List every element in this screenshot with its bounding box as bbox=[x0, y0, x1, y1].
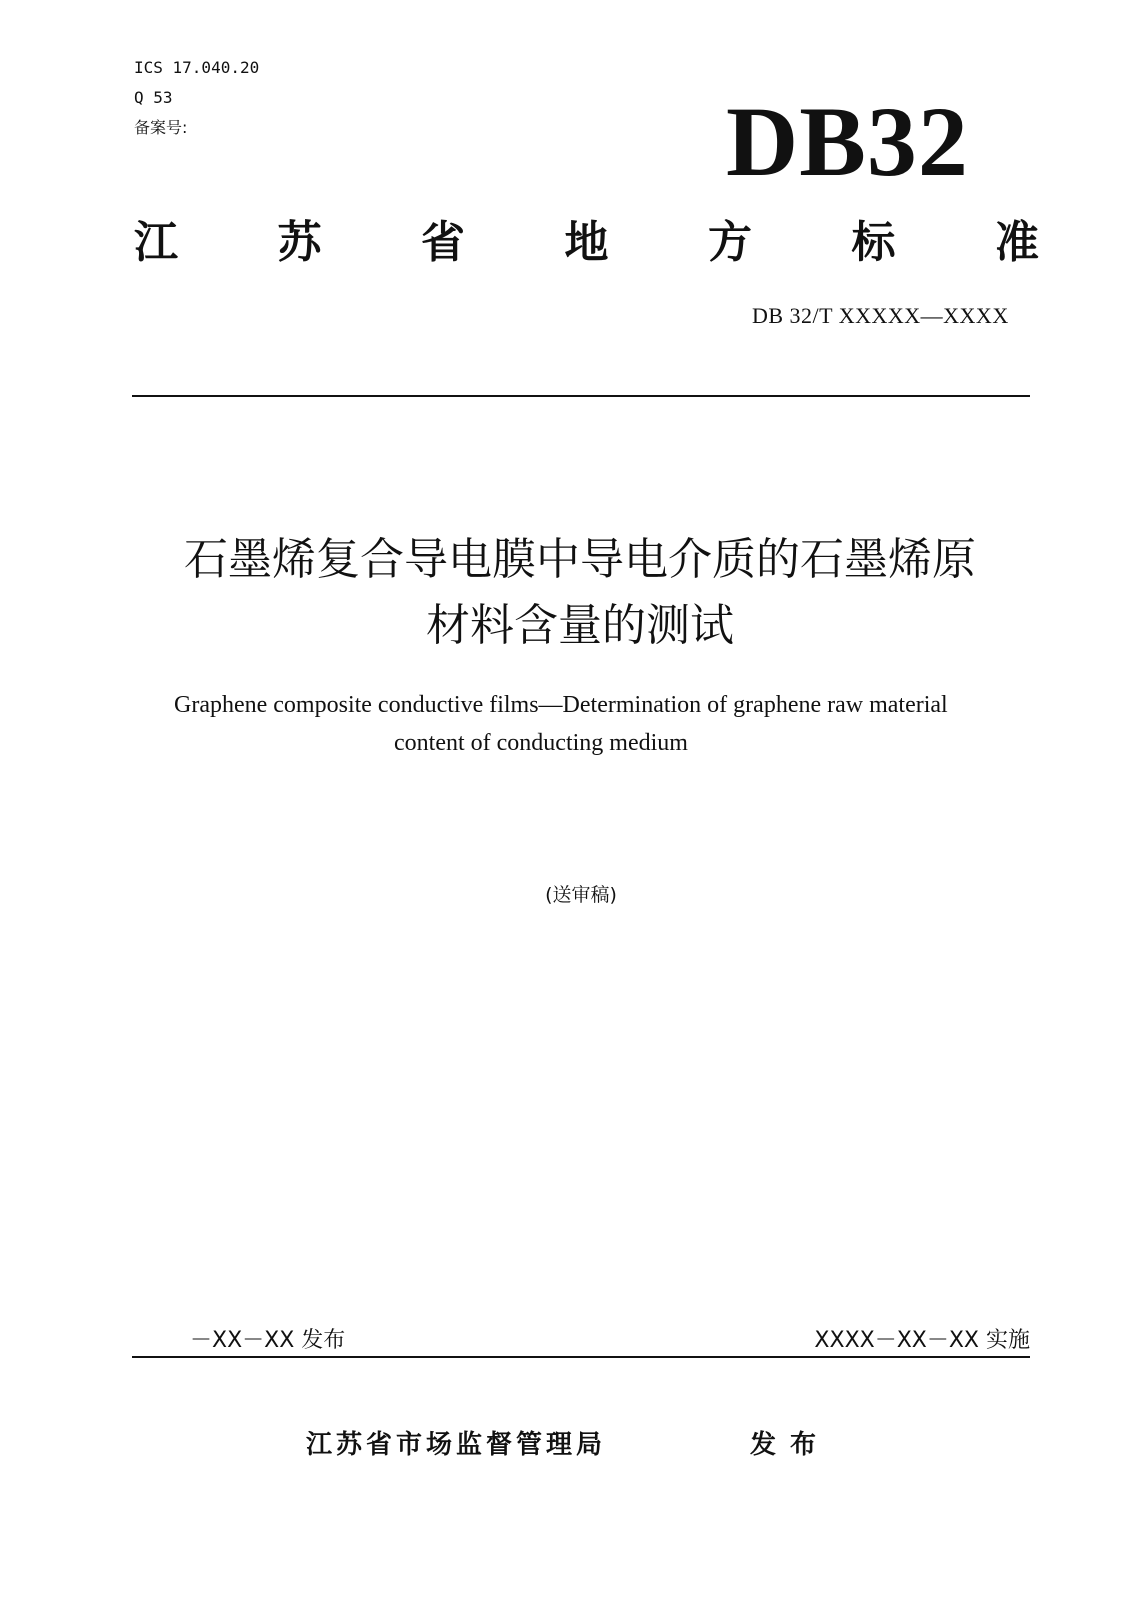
issuing-authority: 江苏省市场监督管理局 bbox=[306, 1430, 607, 1460]
implementation-date: XXXX－XX－XX 实施 bbox=[814, 1328, 1030, 1353]
standard-type-char: 方 bbox=[708, 217, 752, 268]
standard-type-heading bbox=[134, 215, 1039, 271]
bottom-divider bbox=[132, 1356, 1030, 1358]
standard-type-char: 地 bbox=[564, 217, 609, 268]
chinese-title-line-1: 石墨烯复合导电膜中导电介质的石墨烯原 bbox=[184, 534, 976, 585]
english-title-line-1: Graphene composite conductive films—Determination of graphene raw material bbox=[174, 692, 948, 718]
chinese-title-line-2: 材料含量的测试 bbox=[426, 600, 734, 651]
standard-type-char: 标 bbox=[851, 217, 896, 268]
issue-date: －XX－XX 发布 bbox=[190, 1328, 346, 1353]
db32-logo: DB32 bbox=[726, 86, 969, 197]
standard-type-char: 省 bbox=[421, 217, 465, 268]
top-divider bbox=[132, 395, 1030, 397]
english-title-line-2: content of conducting medium bbox=[394, 730, 688, 756]
record-number-label: 备案号: bbox=[134, 118, 188, 137]
ics-code: ICS 17.040.20 bbox=[134, 58, 260, 77]
standard-type-char: 准 bbox=[995, 217, 1039, 268]
draft-status: (送审稿) bbox=[545, 884, 617, 906]
ccs-code: Q 53 bbox=[134, 88, 173, 107]
standard-type-char: 江 bbox=[134, 217, 178, 268]
standard-type-char: 苏 bbox=[277, 217, 322, 268]
issue-label: 发布 bbox=[750, 1430, 831, 1460]
standard-number: DB 32/T XXXXX—XXXX bbox=[752, 303, 1009, 328]
